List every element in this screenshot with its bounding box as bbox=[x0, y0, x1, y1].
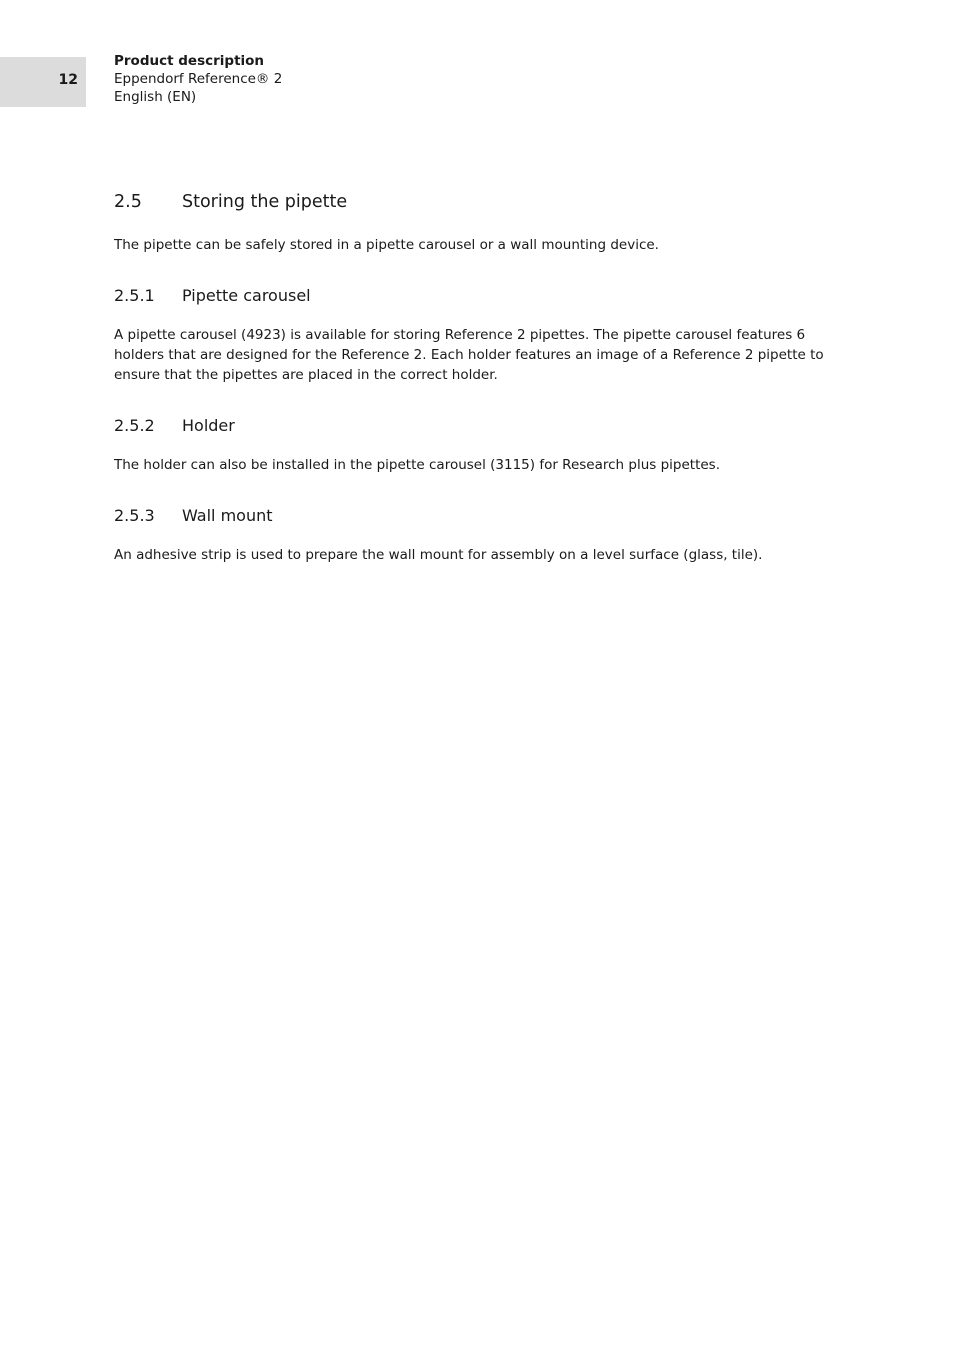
header-product: Eppendorf Reference® 2 bbox=[114, 71, 283, 87]
section-body-2-5-1: A pipette carousel (4923) is available for storing Reference 2 pipettes. The pipette carousel features 6 holders that are designed for the Reference 2. Each holder features an image of a Reference 2 pipette to ensure that the pipettes are placed in the correct holder. bbox=[114, 327, 824, 383]
section-heading-2-5-2 bbox=[114, 416, 235, 436]
header-chapter: Product description bbox=[114, 53, 265, 69]
section-title: Storing the pipette bbox=[182, 192, 348, 212]
section-number: 2.5 bbox=[114, 192, 142, 212]
section-body-2-5: The pipette can be safely stored in a pipette carousel or a wall mounting device. bbox=[114, 237, 659, 253]
section-number: 2.5.3 bbox=[114, 506, 155, 525]
section-heading-2-5-1 bbox=[114, 286, 311, 306]
section-number: 2.5.2 bbox=[114, 416, 155, 435]
section-title: Holder bbox=[182, 416, 235, 435]
page-number: 12 bbox=[58, 72, 78, 88]
section-title: Pipette carousel bbox=[182, 286, 311, 305]
section-heading-2-5-3 bbox=[114, 506, 273, 526]
running-header bbox=[114, 52, 282, 106]
section-title: Wall mount bbox=[182, 506, 273, 525]
section-body-2-5-3: An adhesive strip is used to prepare the wall mount for assembly on a level surface (glass, tile). bbox=[114, 547, 763, 563]
header-language: English (EN) bbox=[114, 89, 197, 105]
section-number: 2.5.1 bbox=[114, 286, 155, 305]
section-heading-2-5 bbox=[114, 191, 347, 213]
section-body-2-5-2: The holder can also be installed in the pipette carousel (3115) for Research plus pipettes. bbox=[114, 457, 721, 473]
